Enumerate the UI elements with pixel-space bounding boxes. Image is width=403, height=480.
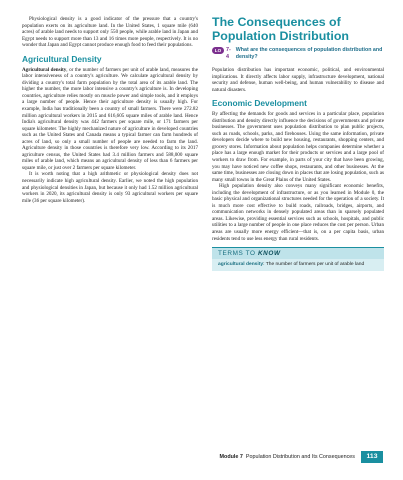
terms-to-know-heading [212, 248, 384, 259]
paragraph-text: , or the number of farmers per unit of arable land, measures the labor intensiveness of a country's agriculture. We calculate agricultural density by dividing a country's total farm population by the total area of its arable land. The higher the number, the more labor intensive a country's agriculture is. In developing countries, agriculture relies mostly on muscle power and simple tools, and it employs a large number of people. Hence their agriculture density is usually high. For example, India has traditionally been a country of small farmers. There were 272.82 million agricultural workers in 2015 and 616,605 square miles of arable land. Hence India's agricultural density was 442 farmers per square mile, or 171 farmers per square kilometer. The highly mechanized nature of agriculture in developed countries such as the United States and Canada means a typical farmer can farm hundreds of acres of land, so only a small number of people are needed to farm the land. Agriculture density in those countries is therefore very low. According to its 2017 agriculture census, the United States had 3.4 million farmers and 588,000 square miles of arable land, which means an agricultural density of less than 6 farmers per square mile, or just over 2 farmers per square kilometer. [22, 66, 198, 171]
left-column [22, 16, 198, 204]
learning-objective [212, 47, 384, 61]
agricultural-density-paragraph [22, 67, 198, 172]
economic-development-paragraph-2: High population density also conveys many significant economic benefits, including the development of infrastructure, or as you learned in Module 0, the basic physical and organizational structures needed for the operation of a society. It is much more cost effective to build roads, railroads, bridges, airports, and communication networks in densely populated areas than in sparsely populated areas. Likewise, providing essential services such as schools, hospitals, and public utilities to a large number of people in one place reduces the cost per person. Urban areas are usually more energy efficient—that is, on a per capita basis, urban residents tend to use less energy than rural residents. [212, 183, 384, 242]
term-text: : The number of farmers per unit of arable land [263, 262, 365, 268]
chapter-title: The Consequences of Population Distribution [212, 15, 349, 43]
term-definition [212, 259, 384, 268]
keyword-agricultural-density: Agricultural density [22, 66, 67, 73]
consequences-intro-paragraph: Population distribution has important economic, political, and environmental implications. It directly affects labor supply, infrastructure development, national security and defense, human well-being, and human vulnerability to disease and natural disasters. [212, 67, 384, 93]
agricultural-density-paragraph-2: It is worth noting that a high arithmetic or physiological density does not necessarily indicate high agricultural density. Earlier, we noted the high population and physiological densities in Japan, but because it only had 1.52 million agricultural workers in 2020, its agricultural density is only 93 agricultural workers per square mile (36 per square kilometer). [22, 171, 198, 204]
page-number: 113 [361, 451, 383, 463]
lo-number: 7-4 [226, 47, 231, 60]
terms-heading-text: TERMS TO [218, 250, 258, 258]
page-footer [220, 451, 383, 463]
footer-module-title: Population Distribution and Its Consequences [245, 454, 355, 460]
terms-to-know-box [212, 247, 384, 271]
right-column [212, 16, 384, 271]
terms-heading-know: KNOW [257, 250, 281, 258]
footer-module-label [220, 454, 355, 460]
section-heading-agricultural-density: Agricultural Density [22, 53, 102, 64]
economic-development-paragraph: By affecting the demands for goods and services in a particular place, population distribution and density directly influence the decisions of governments and private businesses. The government uses population distribution to plan public projects, such as roads, schools, parks, and firehouses. Using the same information, private developers decide where to build new housing, restaurants, shopping centers, and grocery stores. Information about population helps companies determine whether a place has a large enough market for their products or services and a large pool of workers to draw from. For example, in parts of your city that have been growing, you may have noticed new coffee shops, restaurants, and other businesses. At the same time, businesses are closing down in places that are losing population, such as many small towns in the Great Plains of the United States. [212, 111, 384, 183]
section-heading-economic-development: Economic Development [212, 98, 307, 109]
lo-question: What are the consequences of population distribution and density? [235, 47, 383, 60]
term-name: agricultural density [218, 262, 264, 268]
lo-badge: LO [212, 47, 224, 54]
footer-module-number: Module 7 [219, 454, 243, 460]
intro-paragraph: Physiological density is a good indicator of the pressure that a country's population exerts on its agriculture land. In the United States, 1 square mile (640 acres) of arable land needs to support only 550 people, while arable land in Japan and Egypt needs to support more than 13 and 16 times more people, respectively. It is no wonder that Japan and Egypt cannot produce enough food to feed their populations. [22, 16, 198, 49]
